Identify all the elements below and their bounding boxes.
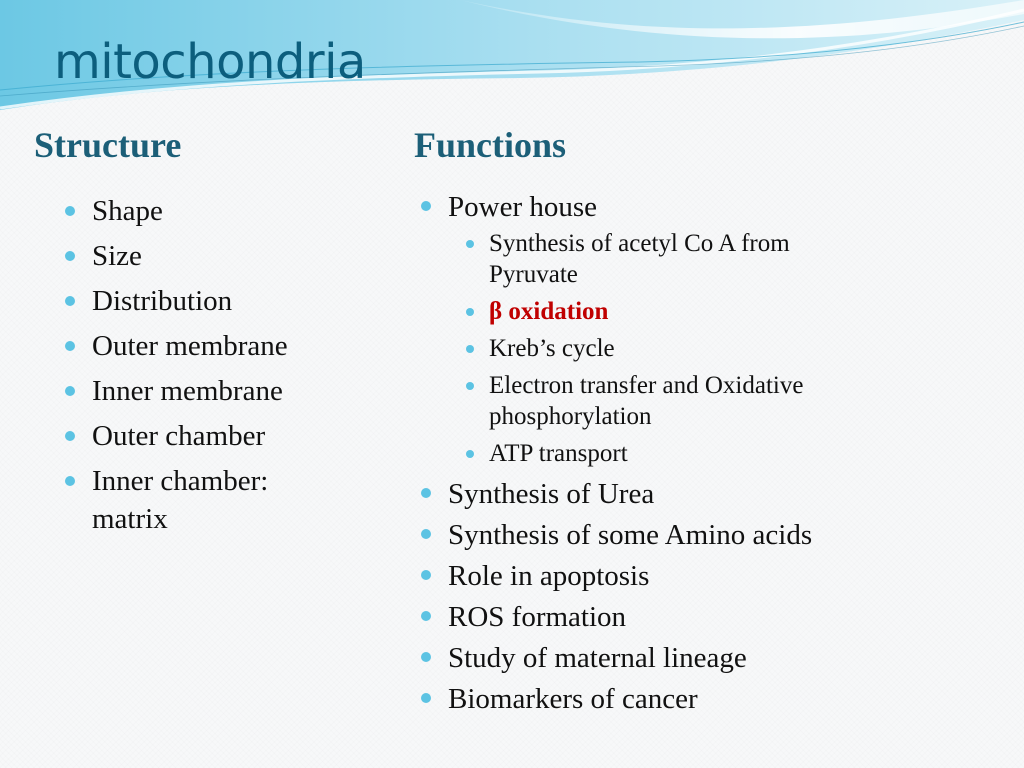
list-item-label: Biomarkers of cancer: [448, 683, 698, 715]
bullet-icon: [466, 345, 474, 353]
bullet-icon: [421, 652, 431, 662]
list-item-label: Inner membrane: [92, 375, 283, 407]
list-item-label: Distribution: [92, 285, 233, 317]
list-item-label: Shape: [92, 195, 163, 227]
list-item-label: ROS formation: [448, 601, 627, 633]
list-item: [62, 372, 362, 417]
sublist-item: [448, 438, 1018, 469]
structure-heading: Structure: [34, 125, 182, 165]
sublist-item: [448, 333, 1018, 364]
sublist-item-label: ATP transport: [489, 440, 628, 467]
bullet-icon: [421, 201, 431, 211]
sublist-item-highlighted: [448, 296, 1018, 327]
bullet-icon: [65, 341, 75, 351]
bullet-icon: [466, 382, 474, 390]
list-item-label: Size: [92, 240, 142, 272]
bullet-icon: [421, 529, 431, 539]
slide-title: mitochondria: [54, 34, 366, 90]
list-item-label: Study of maternal lineage: [448, 642, 747, 674]
list-item: [418, 188, 1018, 469]
list-item: [418, 639, 1018, 677]
bullet-icon: [65, 296, 75, 306]
list-item-label: Synthesis of Urea: [448, 478, 655, 510]
structure-list: [62, 192, 362, 538]
bullet-icon: [65, 476, 75, 486]
bullet-icon: [421, 488, 431, 498]
bullet-icon: [65, 431, 75, 441]
list-item: [418, 516, 1018, 554]
list-item: [62, 192, 362, 237]
list-item: [62, 417, 362, 462]
list-item: [418, 475, 1018, 513]
sublist-item: [448, 370, 909, 432]
list-item-label: Power house: [448, 191, 598, 223]
list-item: [62, 282, 362, 327]
bullet-icon: [65, 386, 75, 396]
bullet-icon: [421, 693, 431, 703]
sublist-item-label: Electron transfer and Oxidative phosphorylation: [489, 372, 804, 430]
bullet-icon: [65, 251, 75, 261]
power-house-sublist: [448, 228, 1018, 469]
bullet-icon: [421, 570, 431, 580]
list-item: [62, 237, 362, 282]
sublist-item-label: Synthesis of acetyl Co A from Pyruvate: [489, 230, 790, 288]
functions-list: [418, 188, 1018, 721]
list-item-label: Inner chamber: matrix: [92, 465, 269, 535]
list-item-label: Synthesis of some Amino acids: [448, 519, 813, 551]
list-item-label: Outer membrane: [92, 330, 288, 362]
list-item: [418, 598, 1018, 636]
list-item: [62, 327, 362, 372]
list-item: [418, 557, 1018, 595]
bullet-icon: [421, 611, 431, 621]
sublist-item-label: β oxidation: [489, 298, 609, 325]
sublist-item: [448, 228, 869, 290]
list-item: [62, 462, 322, 538]
list-item-label: Outer chamber: [92, 420, 266, 452]
functions-heading: Functions: [414, 125, 567, 165]
sublist-item-label: Kreb’s cycle: [489, 335, 615, 362]
bullet-icon: [466, 450, 474, 458]
bullet-icon: [466, 308, 474, 316]
list-item: [418, 680, 1018, 718]
bullet-icon: [466, 240, 474, 248]
bullet-icon: [65, 206, 75, 216]
list-item-label: Role in apoptosis: [448, 560, 650, 592]
